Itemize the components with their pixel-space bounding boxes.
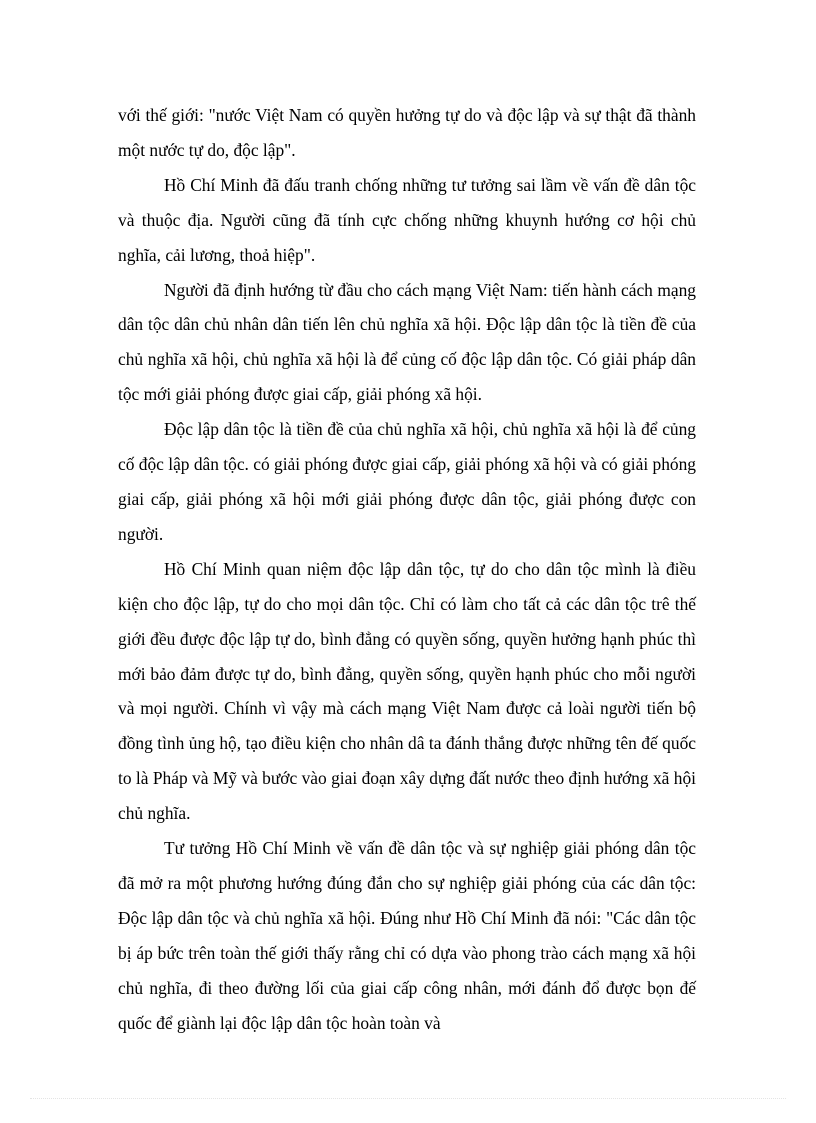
document-body: [118, 98, 696, 1040]
paragraph: Độc lập dân tộc là tiền đề của chủ nghĩa xã hội, chủ nghĩa xã hội là để củng cố độc lập dân tộc. có giải phóng được giai cấp, giải phóng xã hội và có giải phóng giai cấp, giải phóng xã hội mới giải phóng được dân tộc, giải phóng được con người.: [118, 419, 696, 544]
paragraph: Hồ Chí Minh đã đấu tranh chống những tư tưởng sai lầm về vấn đề dân tộc và thuộc địa. Người cũng đã tính cực chống những khuynh hướng cơ hội chủ nghĩa, cải lương, thoả hiệp".: [118, 174, 696, 265]
paragraph-continuation: với thế giới: "nước Việt Nam có quyền hưởng tự do và độc lập và sự thật đã thành một nước tự do, độc lập".: [118, 105, 696, 160]
paragraph: Hồ Chí Minh quan niệm độc lập dân tộc, tự do cho dân tộc mình là điều kiện cho độc lập, tự do cho mọi dân tộc. Chỉ có làm cho tất cả các dân tộc trê thế giới đều được độc lập tự do, bình đẳng có quyền sống, quyền hưởng hạnh phúc thì mới bảo đảm được tự do, bình đẳng, quyền sống, quyền hạnh phúc cho mỗi người và mọi người. Chính vì vậy mà cách mạng Việt Nam được cả loài người tiến bộ đồng tình ủng hộ, tạo điều kiện cho nhân dâ ta đánh thắng được những tên đế quốc to là Pháp và Mỹ và bước vào giai đoạn xây dựng đất nước theo định hướng xã hội chủ nghĩa.: [118, 558, 696, 824]
paragraph: Người đã định hướng từ đầu cho cách mạng Việt Nam: tiến hành cách mạng dân tộc dân chủ nhân dân tiến lên chủ nghĩa xã hội. Độc lập dân tộc là tiền đề của chủ nghĩa xã hội, chủ nghĩa xã hội là để củng cố độc lập dân tộc. Có giải pháp dân tộc mới giải phóng được giai cấp, giải phóng xã hội.: [118, 279, 696, 405]
page-bottom-divider: [30, 1098, 786, 1099]
paragraph: Tư tưởng Hồ Chí Minh về vấn đề dân tộc và sự nghiệp giải phóng dân tộc đã mở ra một phương hướng đúng đắn cho sự nghiệp giải phóng của các dân tộc: Độc lập dân tộc và chủ nghĩa xã hội. Đúng như Hồ Chí Minh đã nói: "Các dân tộc bị áp bức trên toàn thế giới thấy rằng chỉ có dựa vào phong trào cách mạng xã hội chủ nghĩa, đi theo đường lối của giai cấp công nhân, mới đánh đổ được bọn đế quốc để giành lại độc lập dân tộc hoàn toàn và: [118, 838, 696, 1033]
